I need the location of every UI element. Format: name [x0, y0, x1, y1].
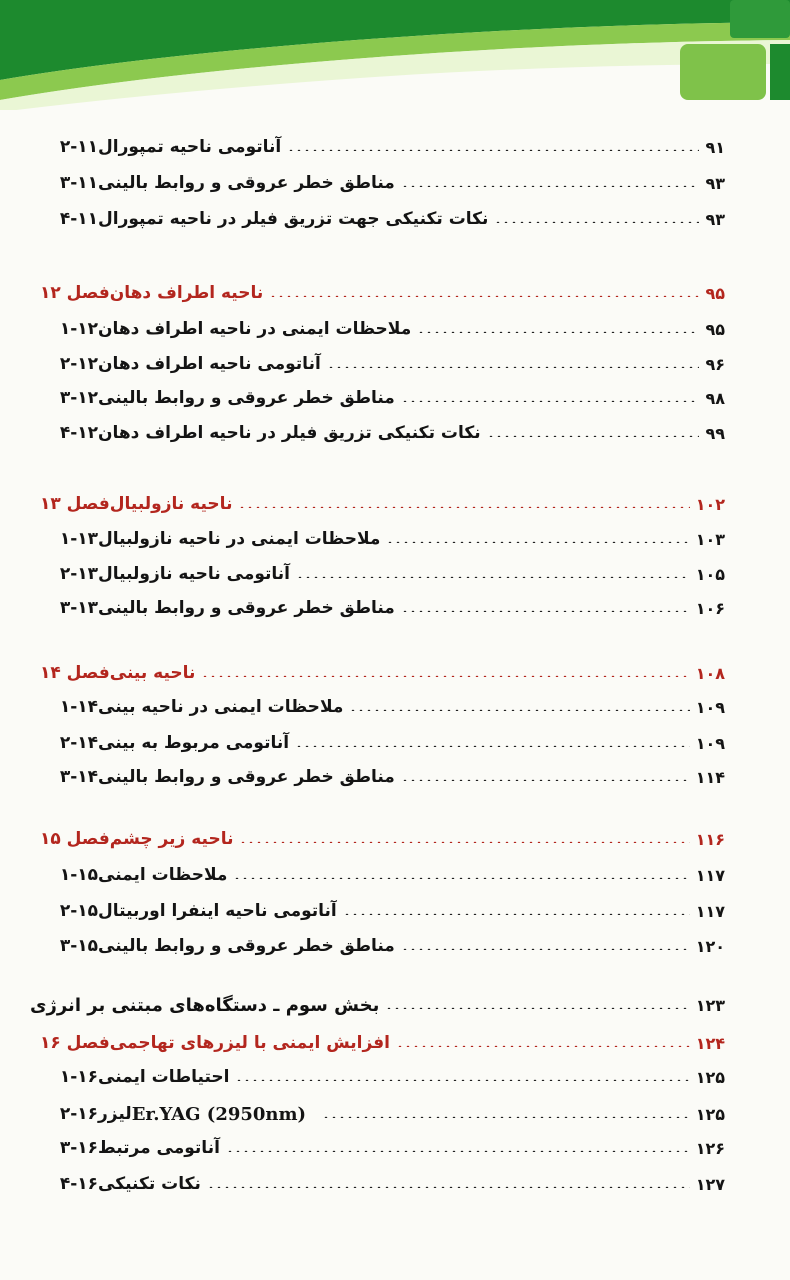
section-number: ۳-۱۱: [59, 173, 98, 193]
entry-title-latin: Er.YAG (2950nm): [131, 1103, 307, 1125]
entry-title: مناطق خطر عروقی و روابط بالینی: [98, 936, 395, 956]
entry-title: نکات تکنیکی: [98, 1174, 201, 1194]
toc-row[interactable]: [30, 1060, 725, 1094]
dot-leader: [349, 709, 689, 711]
chapter-row[interactable]: [30, 276, 725, 310]
page-number: ۱۲۵: [695, 1104, 725, 1124]
entry-title: احتیاطات ایمنی: [98, 1067, 230, 1087]
dot-leader: [417, 331, 699, 333]
dot-leader: [401, 185, 700, 187]
chapter-label: فصل ۱۳: [40, 494, 110, 514]
page-number: ۹۱: [705, 137, 725, 157]
page-number: ۹۳: [705, 173, 725, 193]
dot-leader: [238, 506, 689, 508]
dot-leader: [487, 435, 700, 437]
entry-title: نکات تکنیکی تزریق فیلر در ناحیه اطراف دهان: [98, 423, 481, 443]
section-number: ۳-۱۴: [59, 767, 98, 787]
page-number: ۱۰۸: [695, 663, 725, 683]
page-number: ۱۰۹: [695, 733, 725, 753]
section-number: ۱-۱۴: [59, 697, 98, 717]
dot-leader: [322, 1116, 690, 1118]
entry-title: آناتومی ناحیه تمپورال: [98, 137, 282, 157]
chapter-label: فصل ۱۲: [40, 283, 110, 303]
entry-title: ناحیه نازولبیال: [109, 494, 233, 514]
toc-row[interactable]: [30, 202, 725, 236]
toc-row[interactable]: [30, 557, 725, 591]
toc-row[interactable]: [30, 858, 725, 892]
entry-title: آناتومی مرتبط: [98, 1138, 220, 1158]
toc-row[interactable]: [30, 381, 725, 415]
chapter-row[interactable]: [30, 1026, 725, 1060]
entry-title: ناحیه اطراف دهان: [109, 283, 264, 303]
toc-row[interactable]: [30, 591, 725, 625]
section-number: ۳-۱۵: [59, 936, 98, 956]
section-number: ۲-۱۵: [59, 901, 98, 921]
page-number: ۱۱۷: [695, 865, 725, 885]
page-number: ۱۲۴: [695, 1033, 725, 1053]
toc-row[interactable]: [30, 166, 725, 200]
dot-leader: [296, 576, 690, 578]
dot-leader: [239, 841, 689, 843]
chapter-label: فصل ۱۶: [40, 1033, 110, 1053]
entry-title: ملاحظات ایمنی در ناحیه نازولبیال: [98, 529, 381, 549]
dot-leader: [396, 1045, 690, 1047]
page-number: ۱۰۲: [695, 494, 725, 514]
chapter-row[interactable]: [30, 822, 725, 856]
toc-row[interactable]: [30, 312, 725, 346]
entry-title: مناطق خطر عروقی و روابط بالینی: [98, 767, 395, 787]
page-number: ۱۲۵: [695, 1067, 725, 1087]
toc-row[interactable]: [30, 726, 725, 760]
entry-title: آناتومی ناحیه اطراف دهان: [98, 354, 321, 374]
page-number: ۹۹: [705, 423, 725, 443]
page-number: ۱۲۷: [695, 1174, 725, 1194]
toc-row[interactable]: [30, 347, 725, 381]
entry-title: ملاحظات ایمنی در ناحیه بینی: [98, 697, 344, 717]
section-number: ۴-۱۶: [59, 1174, 98, 1194]
chapter-row[interactable]: [30, 487, 725, 521]
page-number: ۱۰۵: [695, 564, 725, 584]
page-number: ۹۸: [705, 388, 725, 408]
chapter-label: فصل ۱۵: [40, 829, 110, 849]
dot-leader: [226, 1150, 690, 1152]
dot-leader: [295, 745, 690, 747]
toc-row[interactable]: [30, 416, 725, 450]
section-number: ۴-۱۲: [59, 423, 98, 443]
page-number: ۱۰۶: [695, 598, 725, 618]
entry-title: ملاحظات ایمنی: [98, 865, 228, 885]
chapter-label: فصل ۱۴: [40, 663, 110, 683]
section-number: ۱-۱۳: [59, 529, 98, 549]
page-number: ۱۲۶: [695, 1138, 725, 1158]
toc-row[interactable]: [30, 894, 725, 928]
dot-leader: [343, 913, 690, 915]
section-number: ۲-۱۳: [59, 564, 98, 584]
dot-leader: [327, 366, 700, 368]
dot-leader: [386, 541, 689, 543]
entry-title: ملاحظات ایمنی در ناحیه اطراف دهان: [98, 319, 412, 339]
section-number: ۲-۱۲: [59, 354, 98, 374]
page-number: ۹۳: [705, 209, 725, 229]
section-number: ۳-۱۶: [59, 1138, 98, 1158]
entry-title: افزایش ایمنی با لیزرهای تهاجمی: [109, 1033, 390, 1053]
section-number: ۴-۱۱: [59, 209, 98, 229]
entry-title: ناحیه زیر چشم: [109, 829, 234, 849]
toc-row[interactable]: [30, 1131, 725, 1165]
toc-row[interactable]: [30, 690, 725, 724]
dot-leader: [201, 675, 689, 677]
dot-leader: [401, 779, 690, 781]
toc-row[interactable]: [30, 522, 725, 556]
entry-title: مناطق خطر عروقی و روابط بالینی: [98, 388, 395, 408]
dot-leader: [233, 877, 689, 879]
section-number: ۳-۱۲: [59, 388, 98, 408]
dot-leader: [385, 1007, 689, 1009]
entry-title: مناطق خطر عروقی و روابط بالینی: [98, 173, 395, 193]
toc-row[interactable]: [30, 1167, 725, 1201]
page-number: ۹۵: [705, 319, 725, 339]
page-number: ۱۱۴: [695, 767, 725, 787]
entry-title: بخش سوم ـ دستگاه‌های مبتنی بر انرژی: [30, 994, 380, 1016]
dot-leader: [235, 1079, 689, 1081]
section-number: ۳-۱۳: [59, 598, 98, 618]
page-number: ۹۵: [705, 283, 725, 303]
toc-row[interactable]: [30, 929, 725, 963]
section-number: ۱-۱۶: [59, 1067, 98, 1087]
page-number: ۱۱۷: [695, 901, 725, 921]
entry-title: آناتومی ناحیه اینفرا اوربیتال: [98, 901, 337, 921]
section-number: ۲-۱۴: [59, 733, 98, 753]
section-number: ۲-۱۶: [59, 1104, 98, 1124]
entry-title: آناتومی ناحیه نازولبیال: [98, 564, 290, 584]
section-number: ۱-۱۲: [59, 319, 98, 339]
section-number: ۱-۱۵: [59, 865, 98, 885]
page-number: ۱۰۳: [695, 529, 725, 549]
entry-title: آناتومی مربوط به بینی: [98, 733, 290, 753]
part-row[interactable]: [30, 988, 725, 1022]
page-number: ۹۶: [705, 354, 725, 374]
toc-row[interactable]: [30, 130, 725, 164]
dot-leader: [494, 221, 699, 223]
page-number: ۱۲۰: [695, 936, 725, 956]
dot-leader: [287, 149, 699, 151]
entry-title: نکات تکنیکی جهت تزریق فیلر در ناحیه تمپورال: [98, 209, 489, 229]
page-number: ۱۰۹: [695, 697, 725, 717]
section-number: ۲-۱۱: [59, 137, 98, 157]
dot-leader: [401, 948, 690, 950]
entry-title: مناطق خطر عروقی و روابط بالینی: [98, 598, 395, 618]
entry-title: ناحیه بینی: [109, 663, 196, 683]
toc-row[interactable]: [30, 1097, 725, 1131]
dot-leader: [207, 1186, 690, 1188]
page-number: ۱۲۳: [695, 995, 725, 1015]
dot-leader: [401, 400, 700, 402]
entry-title: لیزر: [98, 1104, 132, 1124]
dot-leader: [401, 610, 690, 612]
page-number: ۱۱۶: [695, 829, 725, 849]
toc-row[interactable]: [30, 760, 725, 794]
chapter-row[interactable]: [30, 656, 725, 690]
dot-leader: [269, 295, 699, 297]
